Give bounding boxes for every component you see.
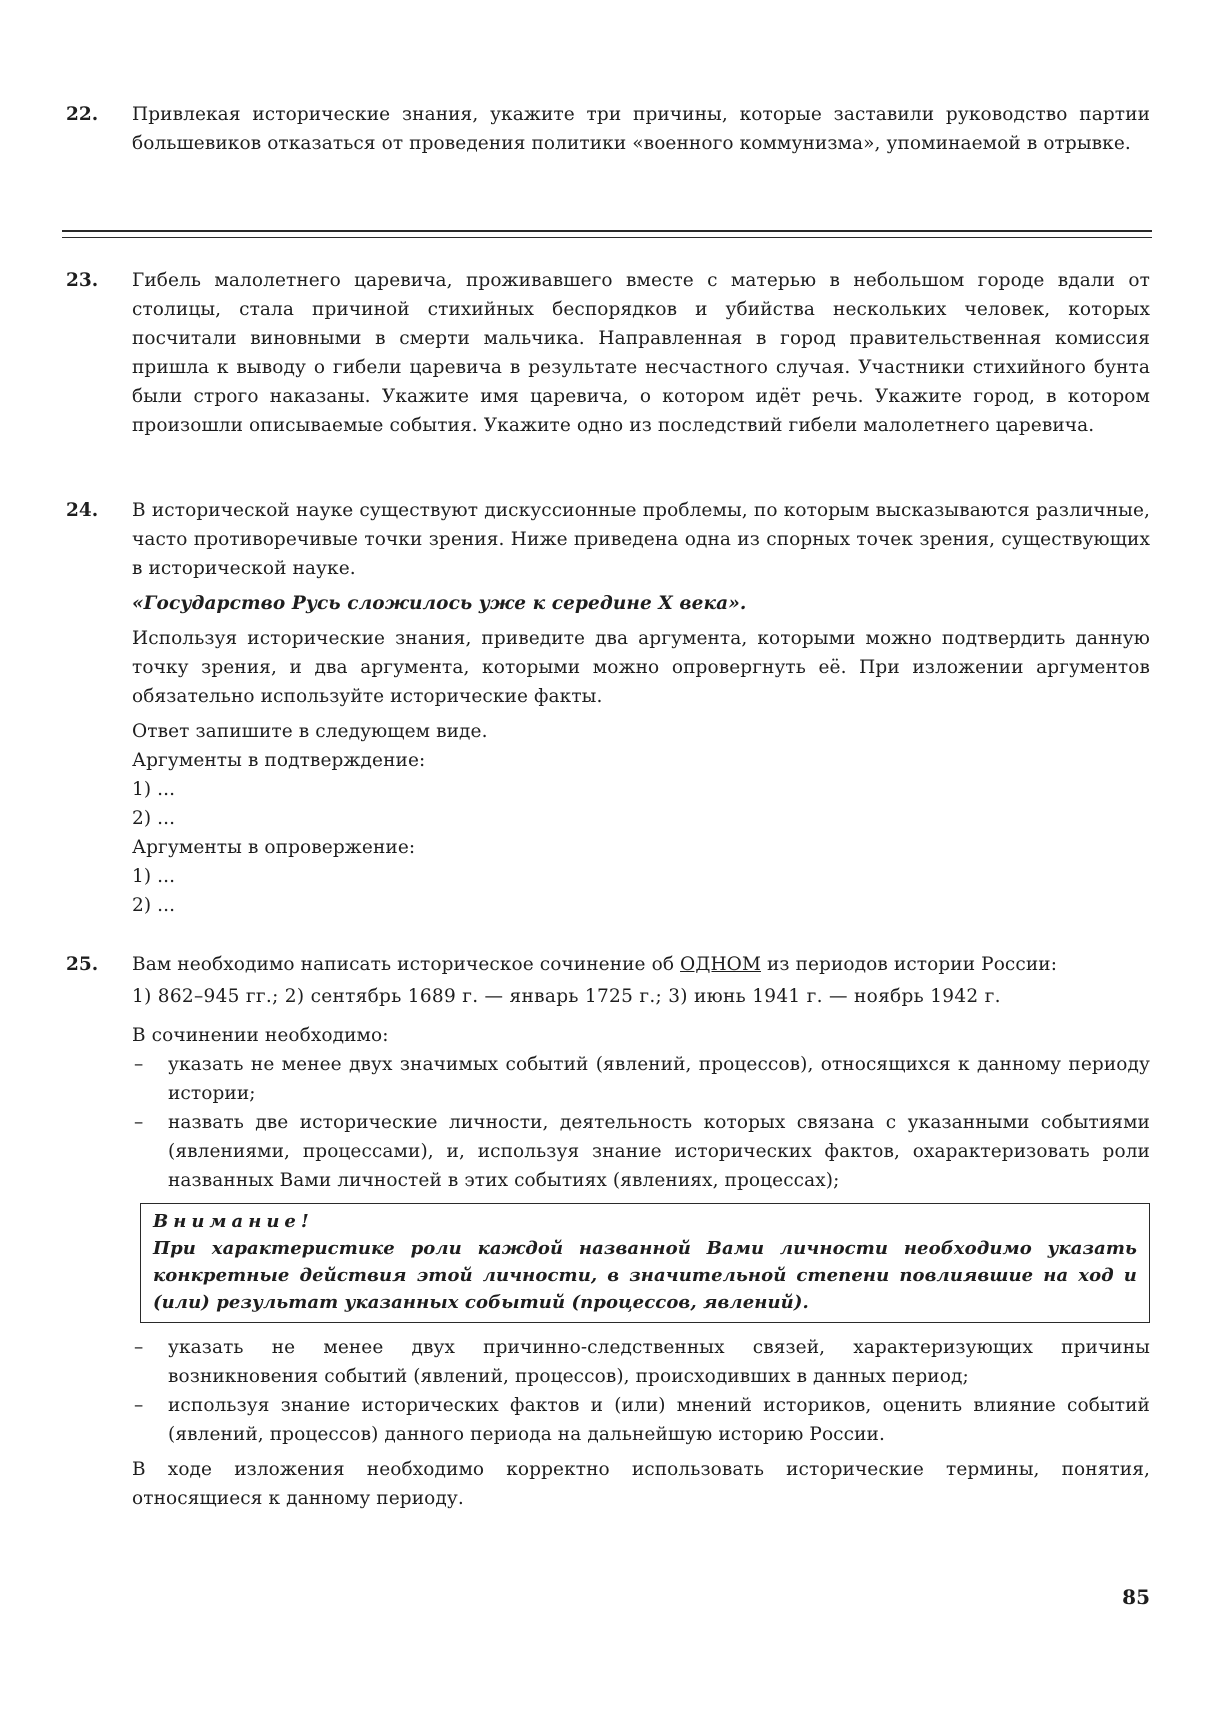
dash-bullet: –: [134, 1395, 144, 1416]
task-24: [66, 496, 1150, 920]
attention-text: При характеристике роли каждой названной Вами личности необходимо указать конкретные действия этой личности, в значительной степени повлиявшие на ход и (или) результат указанных событий (процессов, явлений).: [153, 1238, 1137, 1313]
confirm-item: 1) ...: [132, 779, 176, 800]
requirement-item: [132, 1050, 1150, 1108]
task-text: Гибель малолетнего царевича, проживавшего вместе с матерью в небольшом городе вдали от столицы, стала причиной стихийных беспорядков и убийства нескольких человек, которых посчитали виновными в смерти мальчика. Направленная в город правительственная комиссия пришла к выводу о гибели царевича в результате несчастного случая. Участники стихийного бунта были строго наказаны. Укажите имя царевича, о котором идёт речь. Укажите город, в котором произошли описываемые события. Укажите одно из последствий гибели малолетнего царевича.: [132, 270, 1150, 436]
attention-title: Внимание!: [153, 1211, 314, 1232]
answer-form-label: Ответ запишите в следующем виде.: [132, 721, 488, 742]
periods-list: 1) 862–945 гг.; 2) сентябрь 1689 г. — январь 1725 г.; 3) июнь 1941 г. — ноябрь 1942 г.: [132, 986, 1001, 1007]
requirement-text: указать не менее двух значимых событий (явлений, процессов), относящихся к данному периоду истории;: [168, 1054, 1150, 1104]
task-number: 22.: [66, 104, 99, 125]
confirm-label: Аргументы в подтверждение:: [132, 750, 426, 771]
emphasis-one: ОДНОМ: [680, 954, 761, 975]
confirm-item: 2) ...: [132, 808, 176, 829]
attention-box: [140, 1203, 1150, 1323]
requirement-text: назвать две исторические личности, деятельность которых связана с указанными событиями (явлениями, процессами), и, используя знание исторических фактов, охарактеризовать роли названных Вами личностей в этих событиях (явлениях, процессах);: [168, 1112, 1150, 1191]
task-number: 24.: [66, 500, 99, 521]
page-number: 85: [1122, 1585, 1150, 1609]
task-intro: [132, 950, 1150, 979]
dash-bullet: –: [134, 1112, 144, 1133]
requirement-text: указать не менее двух причинно-следственных связей, характеризующих причины возникновения событий (явлений, процессов), происходивших в данных период;: [168, 1337, 1150, 1387]
task-text: Привлекая исторические знания, укажите три причины, которые заставили руководство партии большевиков отказаться от проведения политики «военного коммунизма», упоминаемой в отрывке.: [132, 104, 1150, 154]
task-instruction: Используя исторические знания, приведите два аргумента, которыми можно подтвердить данную точку зрения, и два аргумента, которыми можно опровергнуть её. При изложении аргументов обязательно используйте исторические факты.: [132, 628, 1150, 707]
intro-text: Вам необходимо написать историческое сочинение об: [132, 954, 681, 975]
task-number: 23.: [66, 270, 99, 291]
refute-item: 2) ...: [132, 895, 176, 916]
refute-label: Аргументы в опровержение:: [132, 837, 416, 858]
requirement-item: [132, 1333, 1150, 1391]
intro-text-end: из периодов истории России:: [761, 954, 1058, 975]
task-23: [66, 266, 1150, 440]
task-22: [66, 100, 1150, 158]
requirement-item: [132, 1391, 1150, 1449]
closing-text: В ходе изложения необходимо корректно использовать исторические термины, понятия, относящиеся к данному периоду.: [132, 1459, 1150, 1509]
requirements-label: В сочинении необходимо:: [132, 1025, 389, 1046]
refute-item: 1) ...: [132, 866, 176, 887]
requirement-item: [132, 1108, 1150, 1195]
section-divider: [62, 230, 1152, 238]
dash-bullet: –: [134, 1054, 144, 1075]
task-intro: В исторической науке существуют дискуссионные проблемы, по которым высказываются различные, часто противоречивые точки зрения. Ниже приведена одна из спорных точек зрения, существующих в исторической науке.: [132, 500, 1150, 579]
task-25: [66, 950, 1150, 1513]
requirement-text: используя знание исторических фактов и (или) мнений историков, оценить влияние событий (явлений, процессов) данного периода на дальнейшую историю России.: [168, 1395, 1150, 1445]
dash-bullet: –: [134, 1337, 144, 1358]
task-number: 25.: [66, 954, 99, 975]
disputed-viewpoint: «Государство Русь сложилось уже к середине X века».: [132, 593, 747, 614]
